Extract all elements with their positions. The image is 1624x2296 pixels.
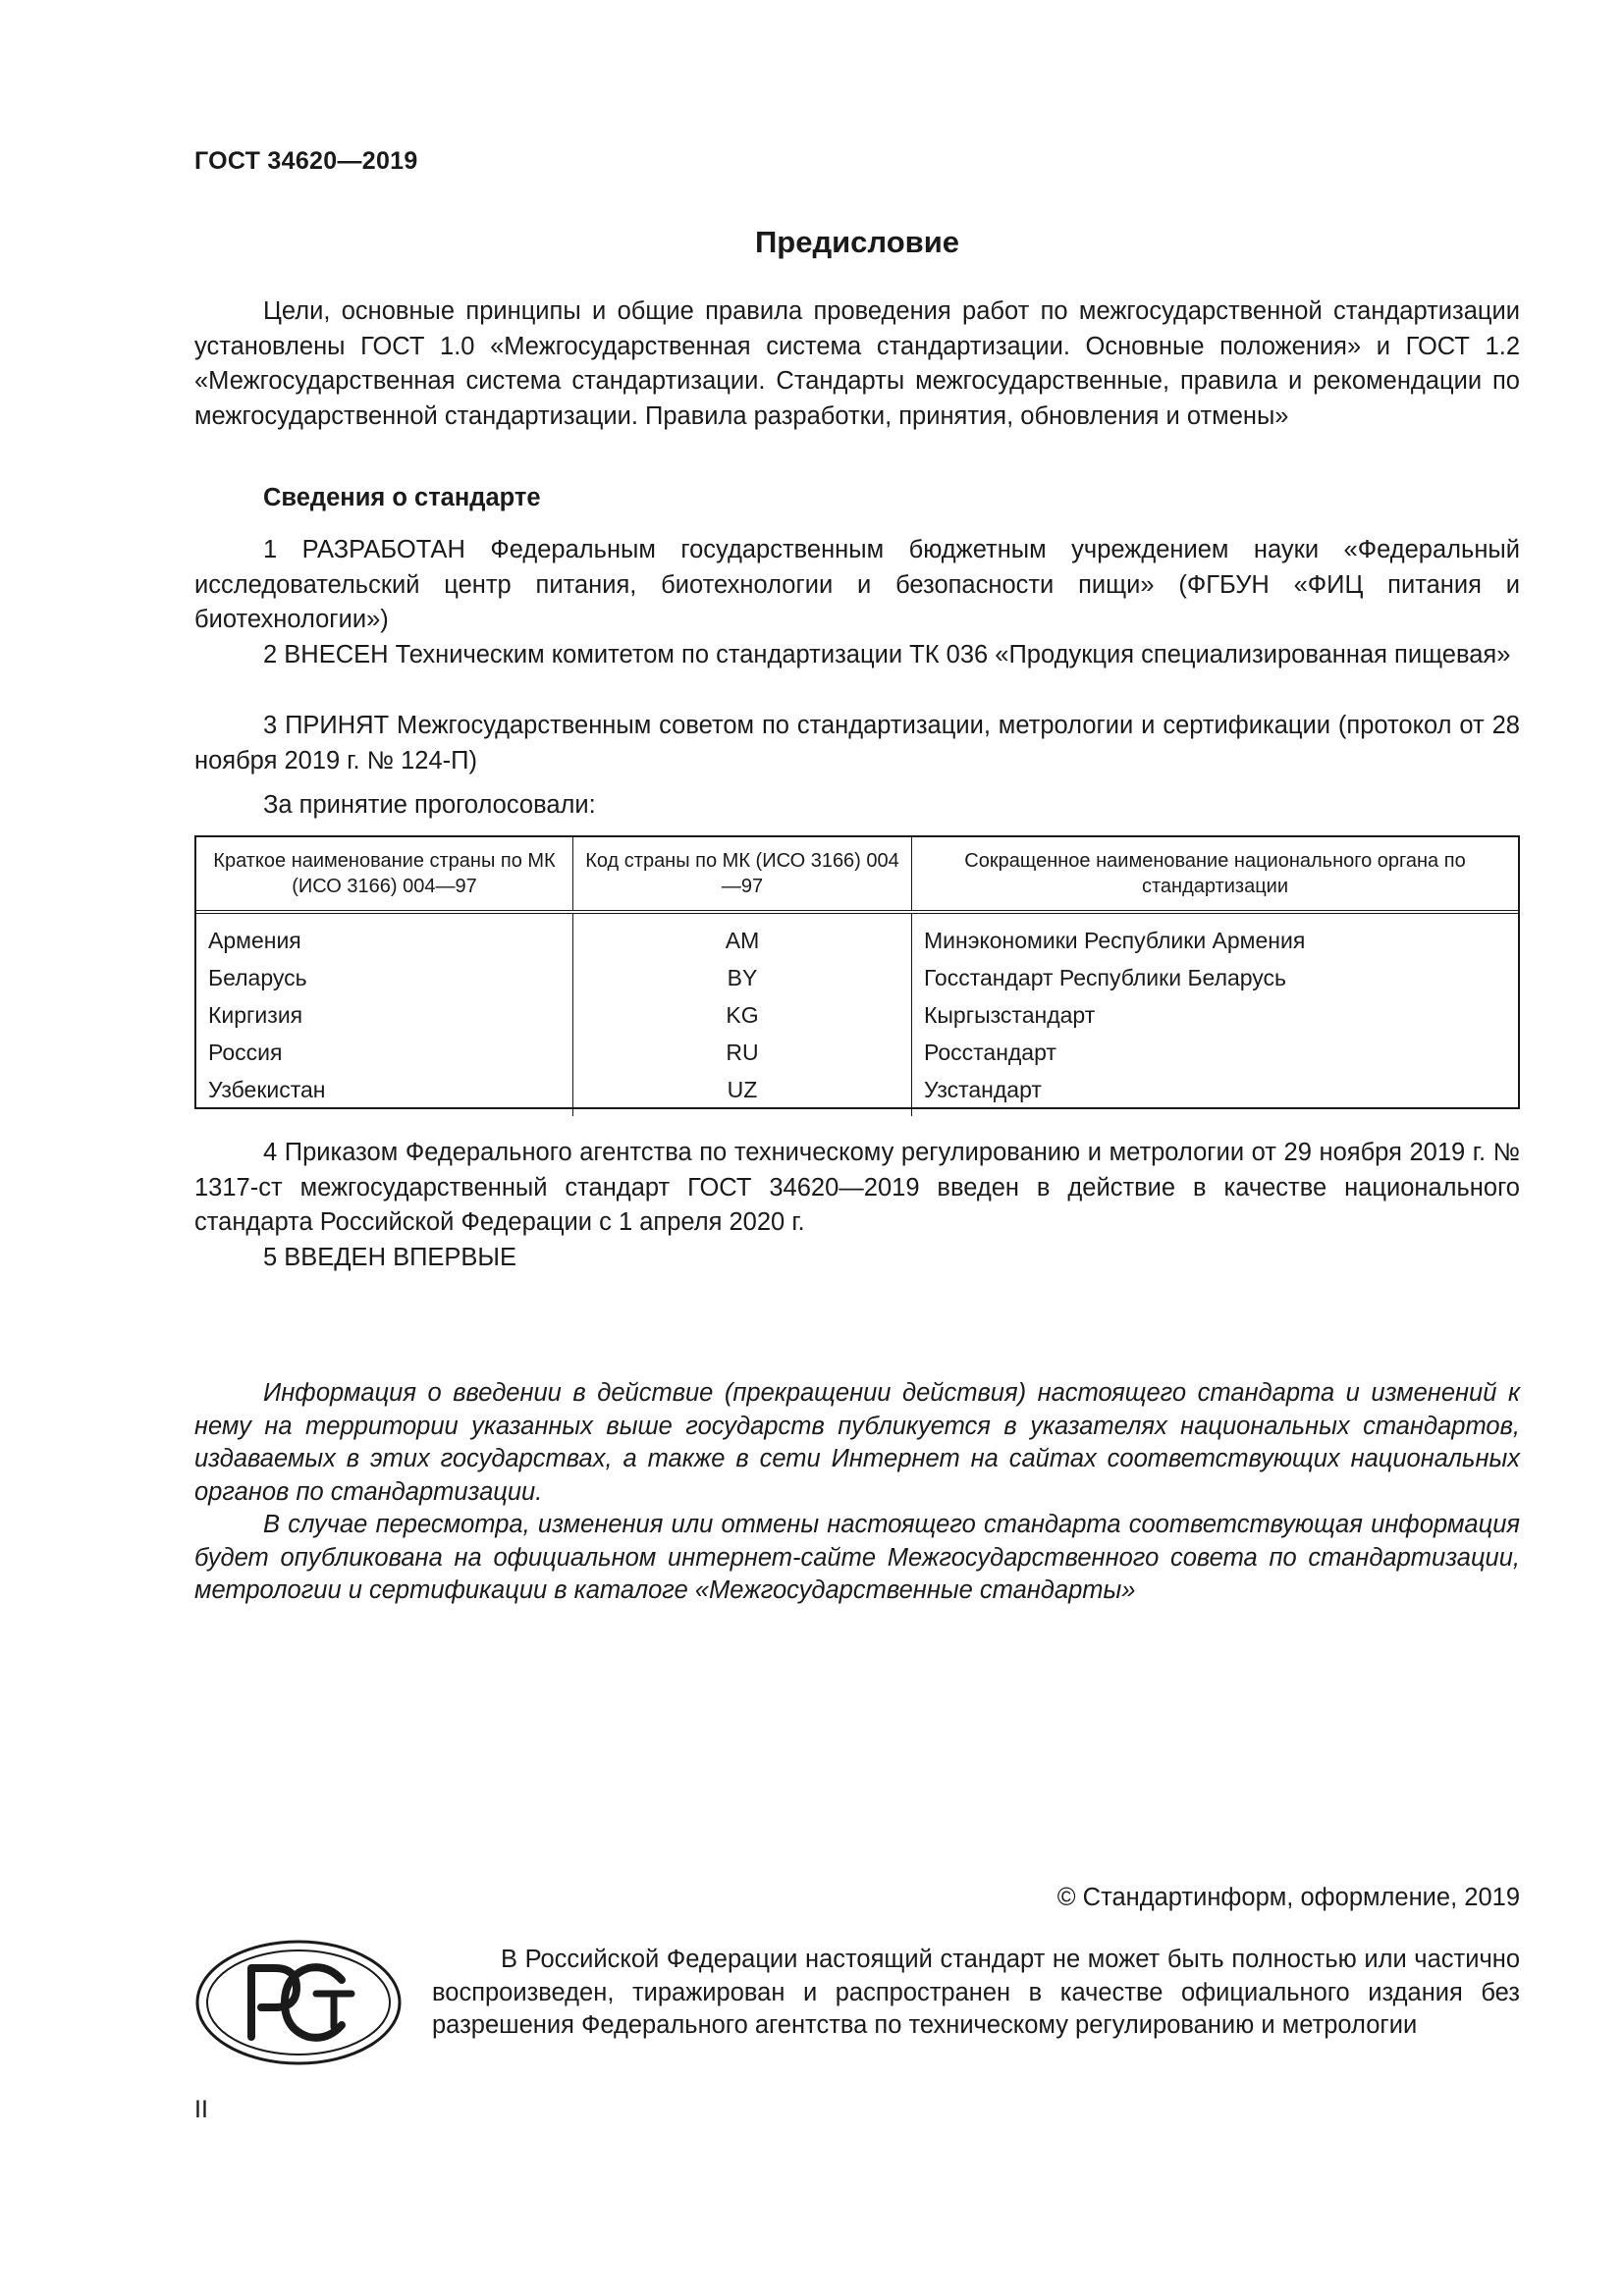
body-cell: Росстандарт: [924, 1039, 1056, 1065]
document-code: ГОСТ 34620—2019: [194, 147, 418, 175]
notice-paragraph-1: Информация о введении в действие (прекращении действия) настоящего стандарта и изменений к нему на территории указанных выше государств публикуется в указателях национальных стандартов, издаваемых в этих государствах, а также в сети Интернет на сайтах соответствующих национальных органов по стандартизации.: [194, 1379, 1520, 1506]
code-cell: KG: [573, 996, 912, 1034]
body-cell: Госстандарт Республики Беларусь: [924, 964, 1287, 990]
pct-certification-mark-icon: [194, 1939, 403, 2066]
info-item-3: [194, 709, 1520, 778]
voted-label: За принятие проголосовали:: [263, 791, 596, 819]
info-item-2-text: 2 ВНЕСЕН Техническим комитетом по стандартизации ТК 036 «Продукция специализированная пищевая»: [263, 641, 1511, 668]
country-cell: Киргизия: [196, 996, 573, 1034]
header-country-name: Краткое наименование страны по МК (ИСО 3166) 004—97: [196, 837, 573, 912]
info-item-4: [194, 1136, 1520, 1241]
table-row: [196, 1034, 1518, 1071]
country-cell: Узбекистан: [196, 1071, 573, 1116]
info-item-4-text: 4 Приказом Федерального агентства по техническому регулированию и метрологии от 29 ноября 2019 г. № 1317-ст межгосударственный стандарт ГОСТ 34620—2019 введен в действие в качестве национального стандарта Российской Федерации с 1 апреля 2020 г.: [194, 1139, 1520, 1236]
code-cell: AM: [573, 912, 912, 959]
code-cell: BY: [573, 959, 912, 996]
country-cell: Армения: [196, 912, 573, 959]
page-number: II: [194, 2096, 208, 2123]
info-item-1-text: 1 РАЗРАБОТАН Федеральным государственным бюджетным учреждением науки «Федеральный исследовательский центр питания, биотехнологии и безопасности пищи» (ФГБУН «ФИЦ питания и биотехнологии»): [194, 536, 1520, 633]
code-cell: RU: [573, 1034, 912, 1071]
info-item-5-text: 5 ВВЕДЕН ВПЕРВЫЕ: [263, 1244, 517, 1271]
preface-title: Предисловие: [754, 225, 959, 259]
standard-info-heading: Сведения о стандарте: [263, 484, 541, 511]
body-cell: Узстандарт: [924, 1076, 1042, 1102]
code-cell: UZ: [573, 1071, 912, 1116]
reproduction-notice: [432, 1944, 1520, 2043]
info-item-5: [194, 1241, 1520, 1276]
table-row: [196, 1071, 1518, 1116]
body-cell: Кыргызстандарт: [924, 1001, 1096, 1028]
notice-paragraph-2: В случае пересмотра, изменения или отмены настоящего стандарта соответствующая информация будет опубликована на официальном интернет-сайте Межгосударственного совета по стандартизации, метрологии и сертификации в каталоге «Межгосударственные стандарты»: [194, 1511, 1520, 1604]
table-row: [196, 959, 1518, 996]
copyright-line: © Стандартинформ, оформление, 2019: [1056, 1884, 1520, 1911]
document-page: [194, 0, 1520, 2296]
preface-intro-text: Цели, основные принципы и общие правила проведения работ по межгосударственной стандартизации установлены ГОСТ 1.0 «Межгосударственная система стандартизации. Основные положения» и ГОСТ 1.2 «Межгосударственная система стандартизации. Стандарты межгосударственные, правила и рекомендации по межгосударственной стандартизации. Правила разработки, принятия, обновления и отмены»: [194, 297, 1520, 430]
vote-table: [194, 835, 1520, 1109]
table-row: [196, 912, 1518, 959]
preface-intro: [194, 294, 1520, 434]
body-cell: Минэкономики Республики Армения: [924, 927, 1306, 953]
table-row: [196, 996, 1518, 1034]
info-item-3-text: 3 ПРИНЯТ Межгосударственным советом по стандартизации, метрологии и сертификации (протокол от 28 ноября 2019 г. № 124-П): [194, 712, 1520, 774]
vote-table-header-row: [196, 837, 1518, 912]
reproduction-notice-text: В Российской Федерации настоящий стандарт не может быть полностью или частично воспроизведен, тиражирован и распространен в качестве официального издания без разрешения Федерального агентства по техническому регулированию и метрологии: [432, 1946, 1520, 2039]
info-item-2: [194, 638, 1520, 673]
publication-notice: [194, 1377, 1520, 1608]
header-national-body: Сокращенное наименование национального органа по стандартизации: [912, 837, 1519, 912]
header-country-code: Код страны по МК (ИСО 3166) 004—97: [573, 837, 912, 912]
country-cell: Беларусь: [196, 959, 573, 996]
country-cell: Россия: [196, 1034, 573, 1071]
info-item-1: [194, 533, 1520, 638]
